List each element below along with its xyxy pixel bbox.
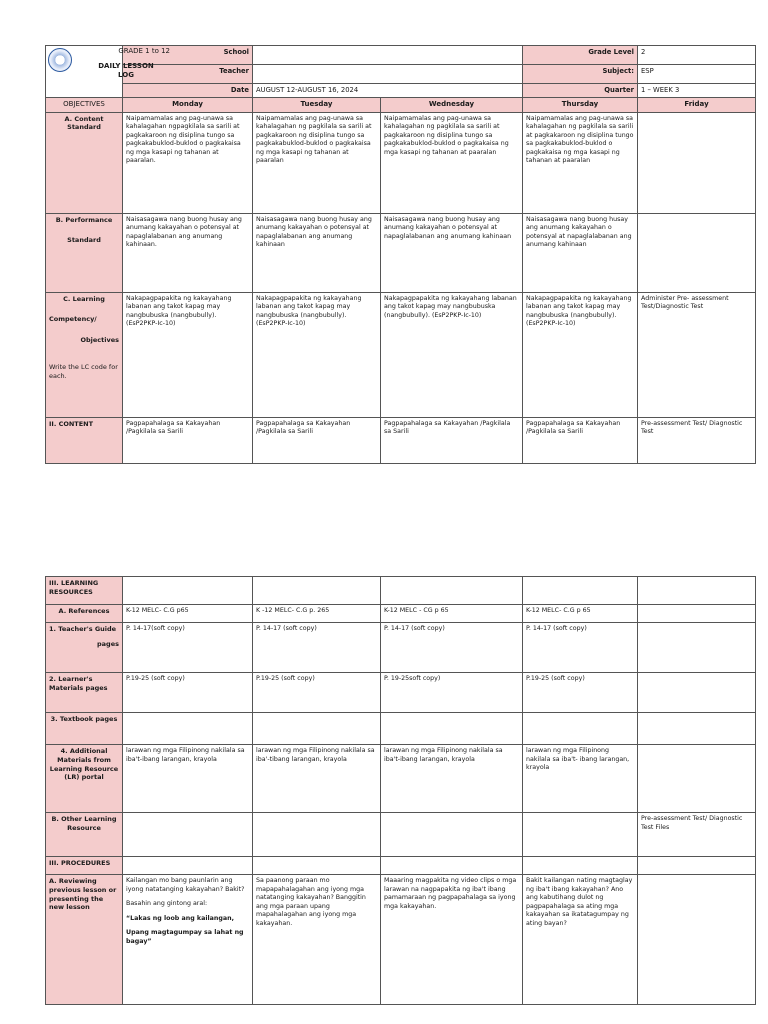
teachers-guide-fri xyxy=(638,623,756,673)
quarter-label: Quarter xyxy=(523,84,638,98)
grade-range: GRADE 1 to 12 xyxy=(118,47,170,55)
learners-materials-fri xyxy=(638,673,756,713)
learning-competency-label-line3: Objectives xyxy=(80,336,119,345)
learners-materials-wed: P. 19-25soft copy) xyxy=(381,673,523,713)
grade-level-label: Grade Level xyxy=(523,46,638,65)
other-resources-label: B. Other Learning Resource xyxy=(46,813,123,857)
objectives-header: OBJECTIVES xyxy=(46,98,123,112)
content-standard-thu: Naipamamalas ang pag-unawa sa kahalagahan ng pagkilala sa sarili at pagkakaroon ng disiplina tungo sa pagkakabuklod-buklod o pagkakaisa ng mga kasapi ng tahanan at paaralan xyxy=(523,112,638,213)
reviewing-mon-p1: Kailangan mo bang paunlarin ang iyong natatanging kakayahan? Bakit? xyxy=(126,877,245,893)
reviewing-mon-quote1: “Lakas ng loob ang kailangan, xyxy=(126,914,235,922)
teachers-guide-thu: P. 14-17 (soft copy) xyxy=(523,623,638,673)
content-label: II. CONTENT xyxy=(46,417,123,463)
content-standard-mon: Naipamamalas ang pag-unawa sa kahalagahan ngpagkilala sa sarili at pagkakaroon ng disiplina tungo sa pagkakabuklod-buklod o pagkakaisa ng mga kasapi ng tahanan at paaralan. xyxy=(123,112,253,213)
learning-resources-label: III. LEARNING RESOURCES xyxy=(46,577,123,605)
procedures-label: III. PROCEDURES xyxy=(46,857,123,875)
learners-materials-mon: P.19-25 (soft copy) xyxy=(123,673,253,713)
learners-materials-label: 2. Learner's Materials pages xyxy=(46,673,123,713)
content-standard-tue: Naipamamalas ang pag-unawa sa kahalagahan ng pagkilala sa sarili at pagkakaroon ng disiplina tungo sa pagkakabuklod-buklod o pagkakaisa ng mga kasapi ng tahanan at paaralan xyxy=(253,112,381,213)
teachers-guide-label xyxy=(46,623,123,673)
textbook-tue xyxy=(253,713,381,745)
learning-competency-label xyxy=(46,292,123,417)
performance-standard-mon: Naisasagawa nang buong husay ang anumang kakayahan o potensyal at napaglalabanan ang anumang kahinaan. xyxy=(123,213,253,292)
references-wed: K-12 MELC - CG p 65 xyxy=(381,605,523,623)
additional-materials-wed: larawan ng mga Filipinong nakilala sa iba't-ibang larangan, krayola xyxy=(381,745,523,813)
reviewing-label: A. Reviewing previous lesson or presenting the new lesson xyxy=(46,875,123,1005)
day-header-thursday: Thursday xyxy=(523,98,638,112)
performance-standard-tue: Naisasagawa nang buong husay ang anumang kakayahan o potensyal at napaglalabanan ang anumang kahinaan xyxy=(253,213,381,292)
quarter-value: 1 – WEEK 3 xyxy=(638,84,756,98)
other-resources-tue xyxy=(253,813,381,857)
reviewing-mon-p2: Basahin ang gintong aral: xyxy=(126,900,208,907)
teachers-guide-wed: P. 14-17 (soft copy) xyxy=(381,623,523,673)
textbook-wed xyxy=(381,713,523,745)
learning-competency-label-note: Write the LC code for each. xyxy=(49,362,118,380)
reviewing-wed: Maaaring magpakita ng video clips o mga larawan na nagpapakita ng iba't ibang pamamaraan ng pagpapahalaga sa iyong mga kakayahan. xyxy=(381,875,523,1005)
other-resources-mon xyxy=(123,813,253,857)
additional-materials-tue: larawan ng mga Filipinong nakilala sa iba'-tibang larangan, krayola xyxy=(253,745,381,813)
performance-standard-label-line1: B. Performance xyxy=(55,215,113,224)
textbook-label: 3. Textbook pages xyxy=(46,713,123,745)
dll-title-line1: DAILY LESSON xyxy=(98,62,154,71)
reviewing-thu: Bakit kailangan nating magtaglay ng iba't ibang kakayahan? Ano ang kabutihang dulot ng pagpapahalaga sa ating mga kakayahan sa ikatatagumpay ng ating bayan? xyxy=(523,875,638,1005)
additional-materials-mon: larawan ng mga Filipinong nakilala sa iba't-ibang larangan, krayola xyxy=(123,745,253,813)
teacher-value xyxy=(253,65,523,84)
teachers-guide-mon: P. 14-17(soft copy) xyxy=(123,623,253,673)
learners-materials-thu: P.19-25 (soft copy) xyxy=(523,673,638,713)
other-resources-thu xyxy=(523,813,638,857)
dll-title-block xyxy=(72,47,180,80)
teachers-guide-label-line1: 1. Teacher's Guide xyxy=(49,625,117,633)
content-tue: Pagpapahalaga sa Kakayahan /Pagkilala sa Sarili xyxy=(253,417,381,463)
date-value: AUGUST 12-AUGUST 16, 2024 xyxy=(253,84,523,98)
performance-standard-thu: Naisasagawa nang buong husay ang anumang kakayahan o potensyal at napaglalabanan ang anumang kahinaan xyxy=(523,213,638,292)
date-label: Date xyxy=(123,84,253,98)
content-standard-wed: Naipamamalas ang pag-unawa sa kahalagahan ng pagkilala sa sarili at pagkakaroon ng disiplina tungo sa pagkakabuklod-buklod o pagkakaisa ng mga kasapi ng tahanan at paaralan xyxy=(381,112,523,213)
reviewing-mon xyxy=(123,875,253,1005)
subject-value: ESP xyxy=(638,65,756,84)
content-wed: Pagpapahalaga sa Kakayahan /Pagkilala sa Sarili xyxy=(381,417,523,463)
reviewing-tue: Sa paanong paraan mo mapapahalagahan ang iyong mga natatanging kakayahan? Banggitin ang mga paraan upang mapahalagahan ang iyong mga kakayahan. xyxy=(253,875,381,1005)
dll-resources-procedures-table xyxy=(45,576,756,1005)
performance-standard-wed: Naisasagawa nang buong husay ang anumang kakayahan o potensyal at napaglalabanan ang anumang kahinaan xyxy=(381,213,523,292)
day-header-monday: Monday xyxy=(123,98,253,112)
references-thu: K-12 MELC- C.G p 65 xyxy=(523,605,638,623)
references-mon: K-12 MELC- C.G p65 xyxy=(123,605,253,623)
teacher-label: Teacher xyxy=(123,65,253,84)
references-fri xyxy=(638,605,756,623)
grade-level-value: 2 xyxy=(638,46,756,65)
additional-materials-label: 4. Additional Materials from Learning Resource (LR) portal xyxy=(46,745,123,813)
dll-title-line2: LOG xyxy=(118,71,134,80)
content-standard-label: A. Content Standard xyxy=(46,112,123,213)
school-value xyxy=(253,46,523,65)
learning-competency-fri: Administer Pre- assessment Test/Diagnostic Test xyxy=(638,292,756,417)
other-resources-fri: Pre-assessment Test/ Diagnostic Test Files xyxy=(638,813,756,857)
references-label: A. References xyxy=(46,605,123,623)
additional-materials-fri xyxy=(638,745,756,813)
learning-competency-wed: Nakapagpapakita ng kakayahang labanan ang takot kapag may nangbubuska (nangbubully). (EsP2PKP-Ic-10) xyxy=(381,292,523,417)
references-tue: K -12 MELC- C.G p. 265 xyxy=(253,605,381,623)
school-label: School xyxy=(123,46,253,65)
textbook-thu xyxy=(523,713,638,745)
learning-competency-label-line2: Competency/ xyxy=(49,315,97,324)
subject-label: Subject: xyxy=(523,65,638,84)
dll-header-objectives-table xyxy=(45,45,756,464)
additional-materials-thu: larawan ng mga Filipinong nakilala sa iba't- ibang larangan, krayola xyxy=(523,745,638,813)
day-header-friday: Friday xyxy=(638,98,756,112)
other-resources-wed xyxy=(381,813,523,857)
textbook-mon xyxy=(123,713,253,745)
reviewing-fri xyxy=(638,875,756,1005)
day-header-tuesday: Tuesday xyxy=(253,98,381,112)
learning-competency-tue: Nakapagpapakita ng kakayahang labanan ang takot kapag may nangbubuska (nangbubully). (EsP2PKP-Ic-10) xyxy=(253,292,381,417)
teachers-guide-tue: P. 14-17 (soft copy) xyxy=(253,623,381,673)
teachers-guide-label-line2: pages xyxy=(97,639,119,648)
learning-competency-mon: Nakapagpapakita ng kakayahang labanan ang takot kapag may nangbubuska (nangbubully). (EsP2PKP-Ic-10) xyxy=(123,292,253,417)
performance-standard-label-line2: Standard xyxy=(67,236,101,245)
reviewing-mon-quote2: Upang magtagumpay sa lahat ng bagay” xyxy=(126,929,244,945)
performance-standard-label xyxy=(46,213,123,292)
learning-competency-label-line1: C. Learning xyxy=(63,294,105,303)
learning-competency-thu: Nakapagpapakita ng kakayahang labanan ang takot kapag may nangbubuska (nangbubully). (EsP2PKP-Ic-10) xyxy=(523,292,638,417)
performance-standard-fri xyxy=(638,213,756,292)
learners-materials-tue: P.19-25 (soft copy) xyxy=(253,673,381,713)
day-header-wednesday: Wednesday xyxy=(381,98,523,112)
deped-seal-icon xyxy=(48,48,72,72)
content-thu: Pagpapahalaga sa Kakayahan /Pagkilala sa Sarili xyxy=(523,417,638,463)
content-fri: Pre-assessment Test/ Diagnostic Test xyxy=(638,417,756,463)
content-standard-fri xyxy=(638,112,756,213)
content-mon: Pagpapahalaga sa Kakayahan /Pagkilala sa Sarili xyxy=(123,417,253,463)
textbook-fri xyxy=(638,713,756,745)
